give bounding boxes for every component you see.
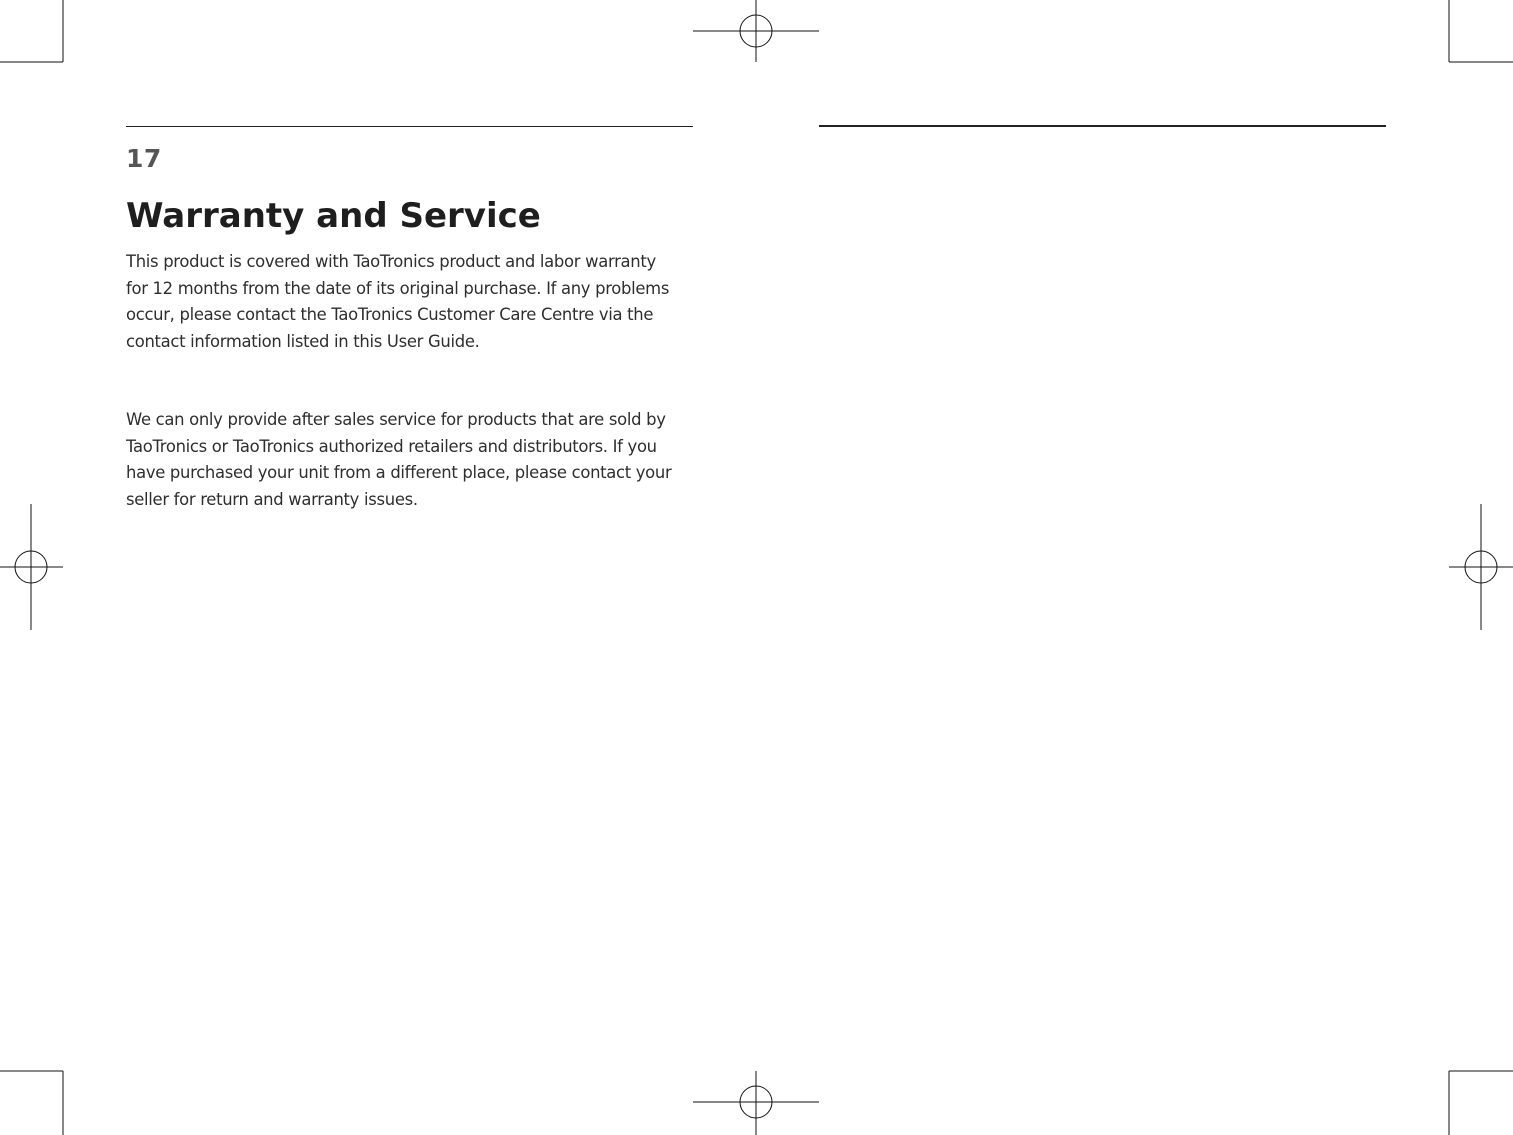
section-title: Warranty and Service [126, 196, 541, 236]
paragraph-line: This product is covered with TaoTronics product and labor warranty [126, 252, 656, 271]
paragraph-line: seller for return and warranty issues. [126, 489, 418, 509]
crop-mark-bottom-right [1449, 1071, 1513, 1135]
crop-mark-top-left [0, 0, 63, 62]
registration-mark-top [693, 0, 819, 62]
paragraph-line: have purchased your unit from a different place, please contact your [126, 463, 672, 482]
header-rule-left [126, 126, 693, 127]
crop-mark-top-right [1449, 0, 1513, 62]
paragraph-line: for 12 months from the date of its original purchase. If any problems [126, 278, 670, 298]
registration-mark-left [0, 504, 63, 630]
warranty-paragraph [126, 249, 693, 355]
header-rule-right [819, 125, 1386, 127]
registration-mark-right [1449, 504, 1513, 630]
paragraph-line: We can only provide after sales service for products that are sold by [126, 410, 666, 429]
paragraph-line: TaoTronics or TaoTronics authorized retailers and distributors. If you [126, 436, 657, 456]
paragraph-line: occur, please contact the TaoTronics Customer Care Centre via the [126, 305, 654, 324]
crop-mark-bottom-left [0, 1071, 63, 1135]
page-number: 17 [126, 144, 162, 173]
paragraph-line: contact information listed in this User Guide. [126, 331, 480, 351]
service-paragraph [126, 407, 693, 513]
registration-mark-bottom [693, 1071, 819, 1135]
